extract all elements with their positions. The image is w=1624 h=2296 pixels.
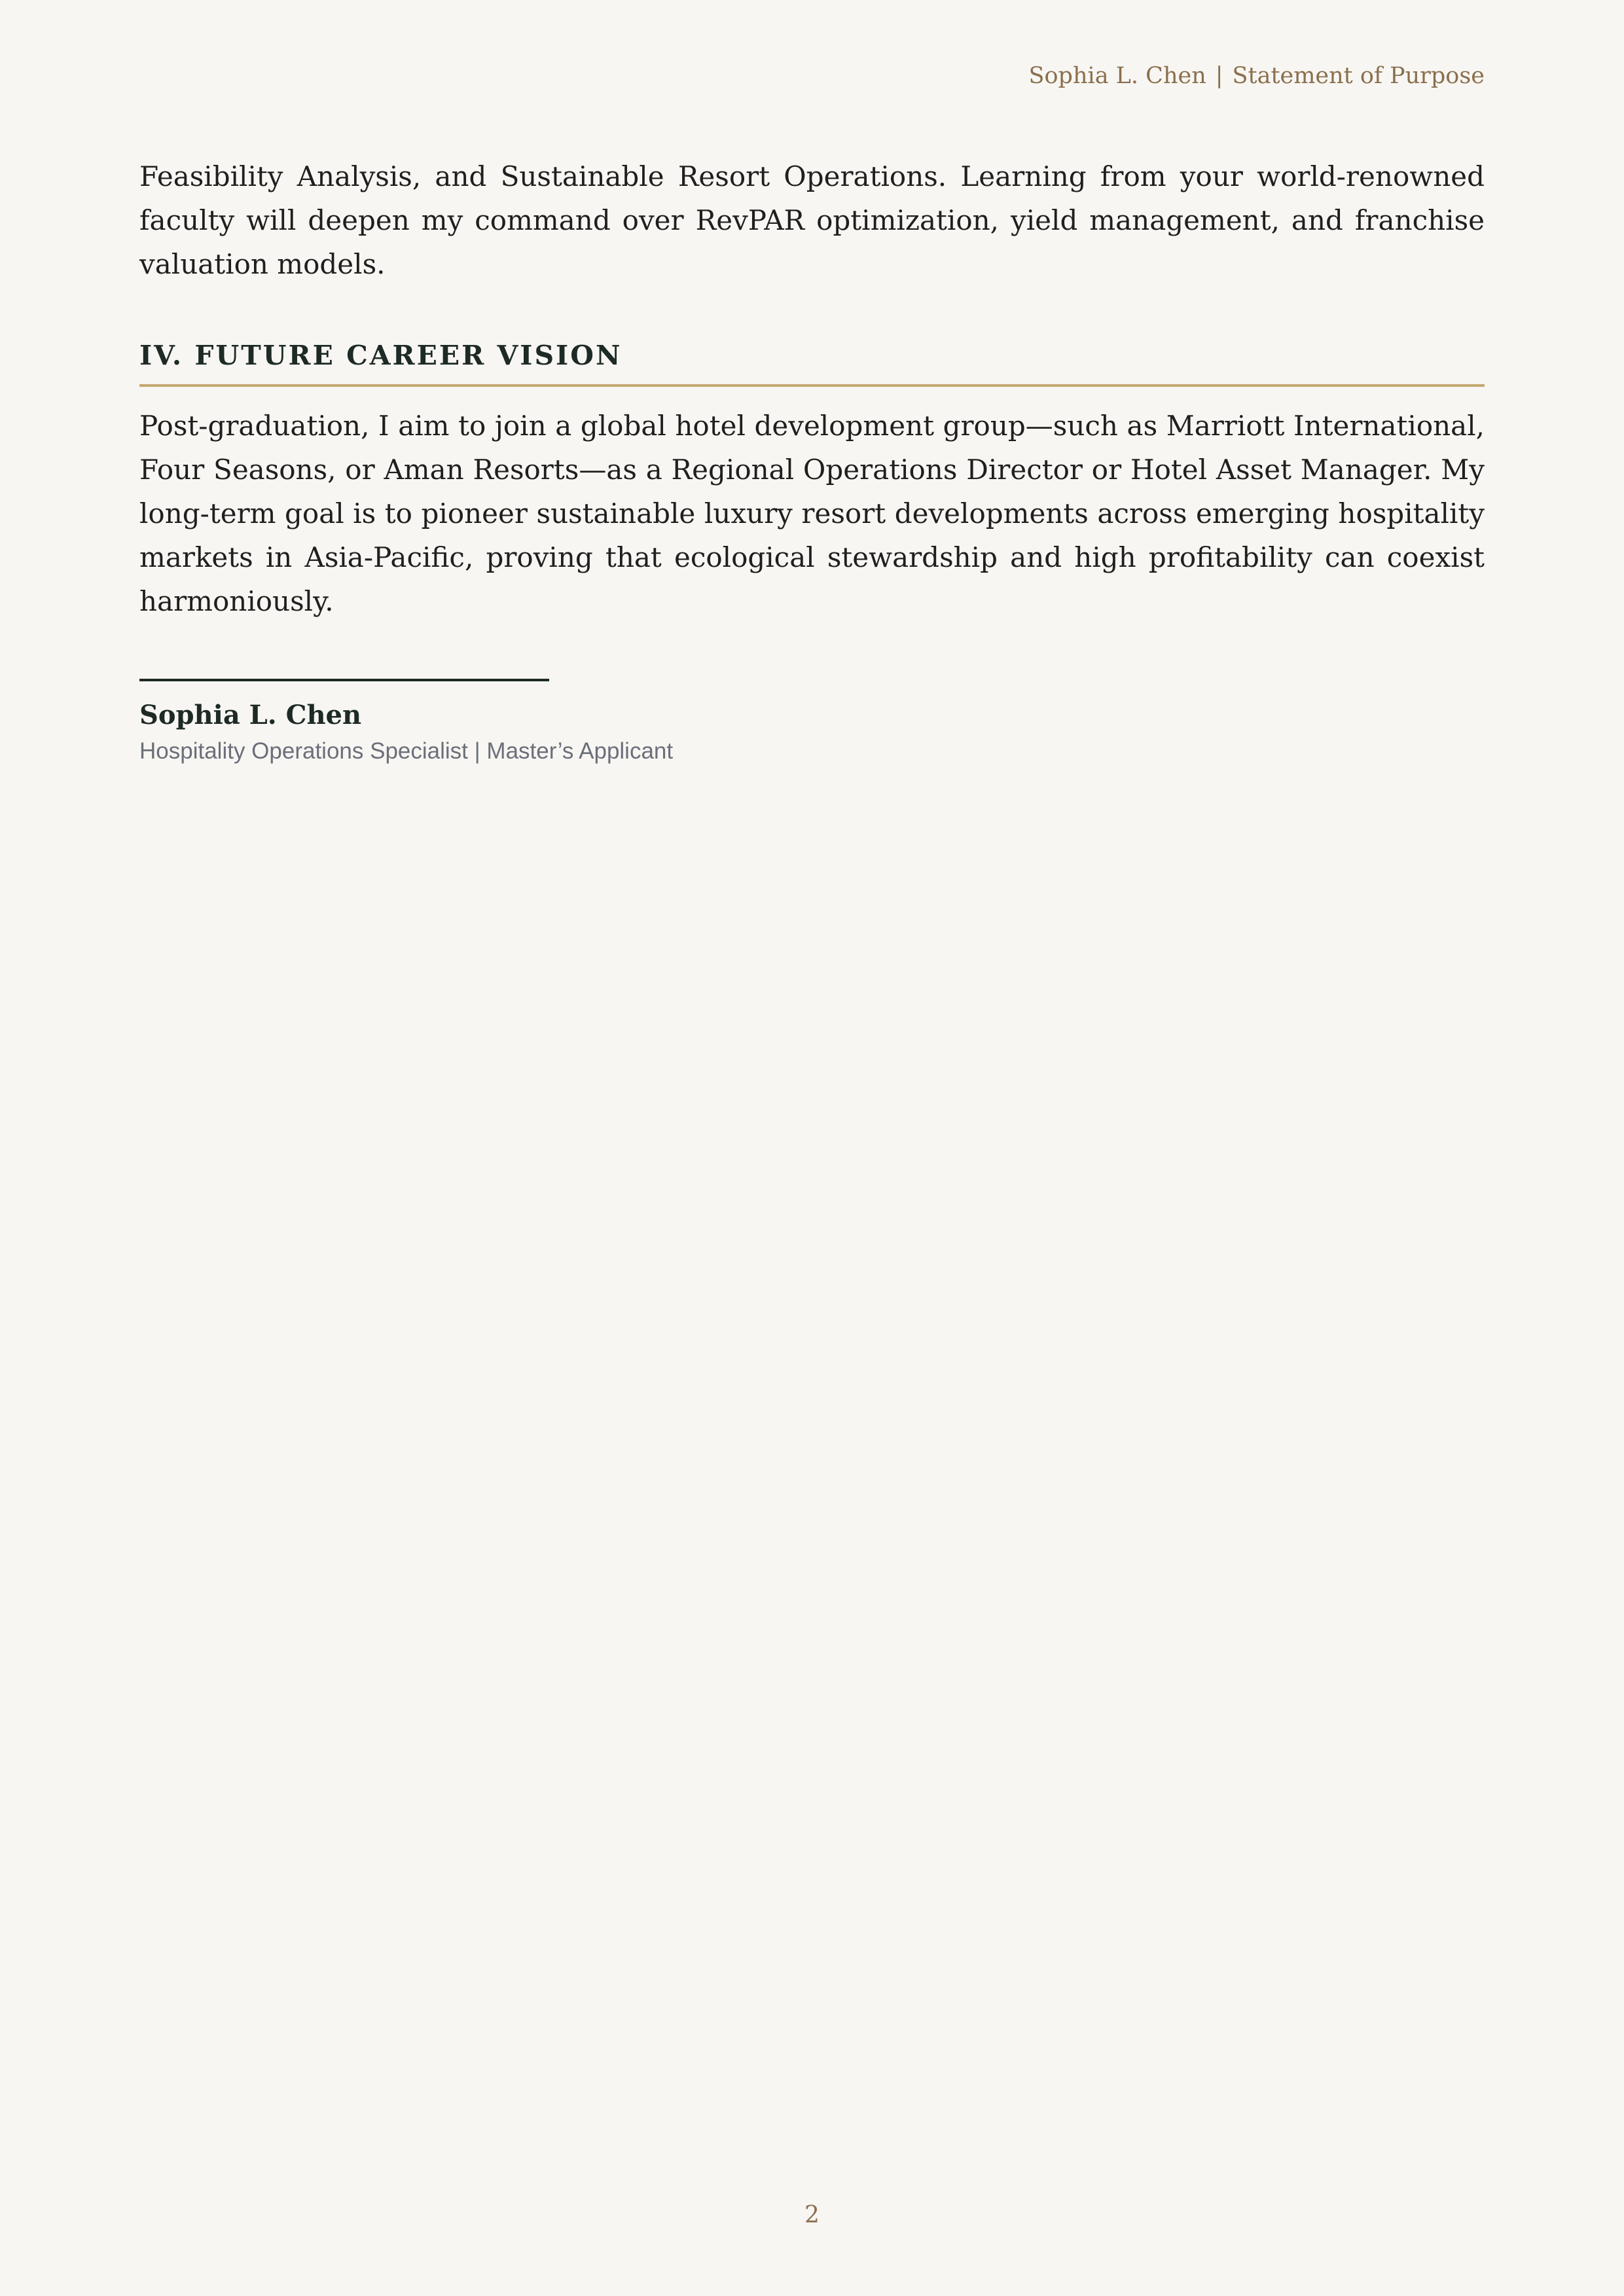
header-separator: | — [1215, 63, 1223, 89]
section-heading: IV. FUTURE CAREER VISION — [139, 340, 1485, 387]
page-content — [139, 154, 1485, 764]
signature-line — [139, 679, 549, 681]
header-document-title: Statement of Purpose — [1232, 63, 1485, 89]
running-header — [1029, 63, 1485, 89]
section-paragraph: Post-graduation, I aim to join a global hotel development group—such as Marriott International, Four Seasons, or Aman Resorts—as a Regional Operations Director or Hotel Asset Manager. My long-term goal is to pioneer sustainable luxury resort developments across emerging hospitality markets in Asia-Pacific, proving that ecological stewardship and high profitability can coexist harmoniously. — [139, 410, 1485, 617]
header-author: Sophia L. Chen — [1028, 63, 1206, 89]
signature-name: Sophia L. Chen — [139, 700, 362, 730]
page-number: 2 — [804, 2202, 820, 2229]
intro-paragraph: Feasibility Analysis, and Sustainable Resort Operations. Learning from your world-renowned faculty will deepen my command over RevPAR optimization, yield management, and franchise valuation models. — [139, 160, 1485, 280]
signature-title: Hospitality Operations Specialist | Master’s Applicant — [139, 738, 674, 764]
